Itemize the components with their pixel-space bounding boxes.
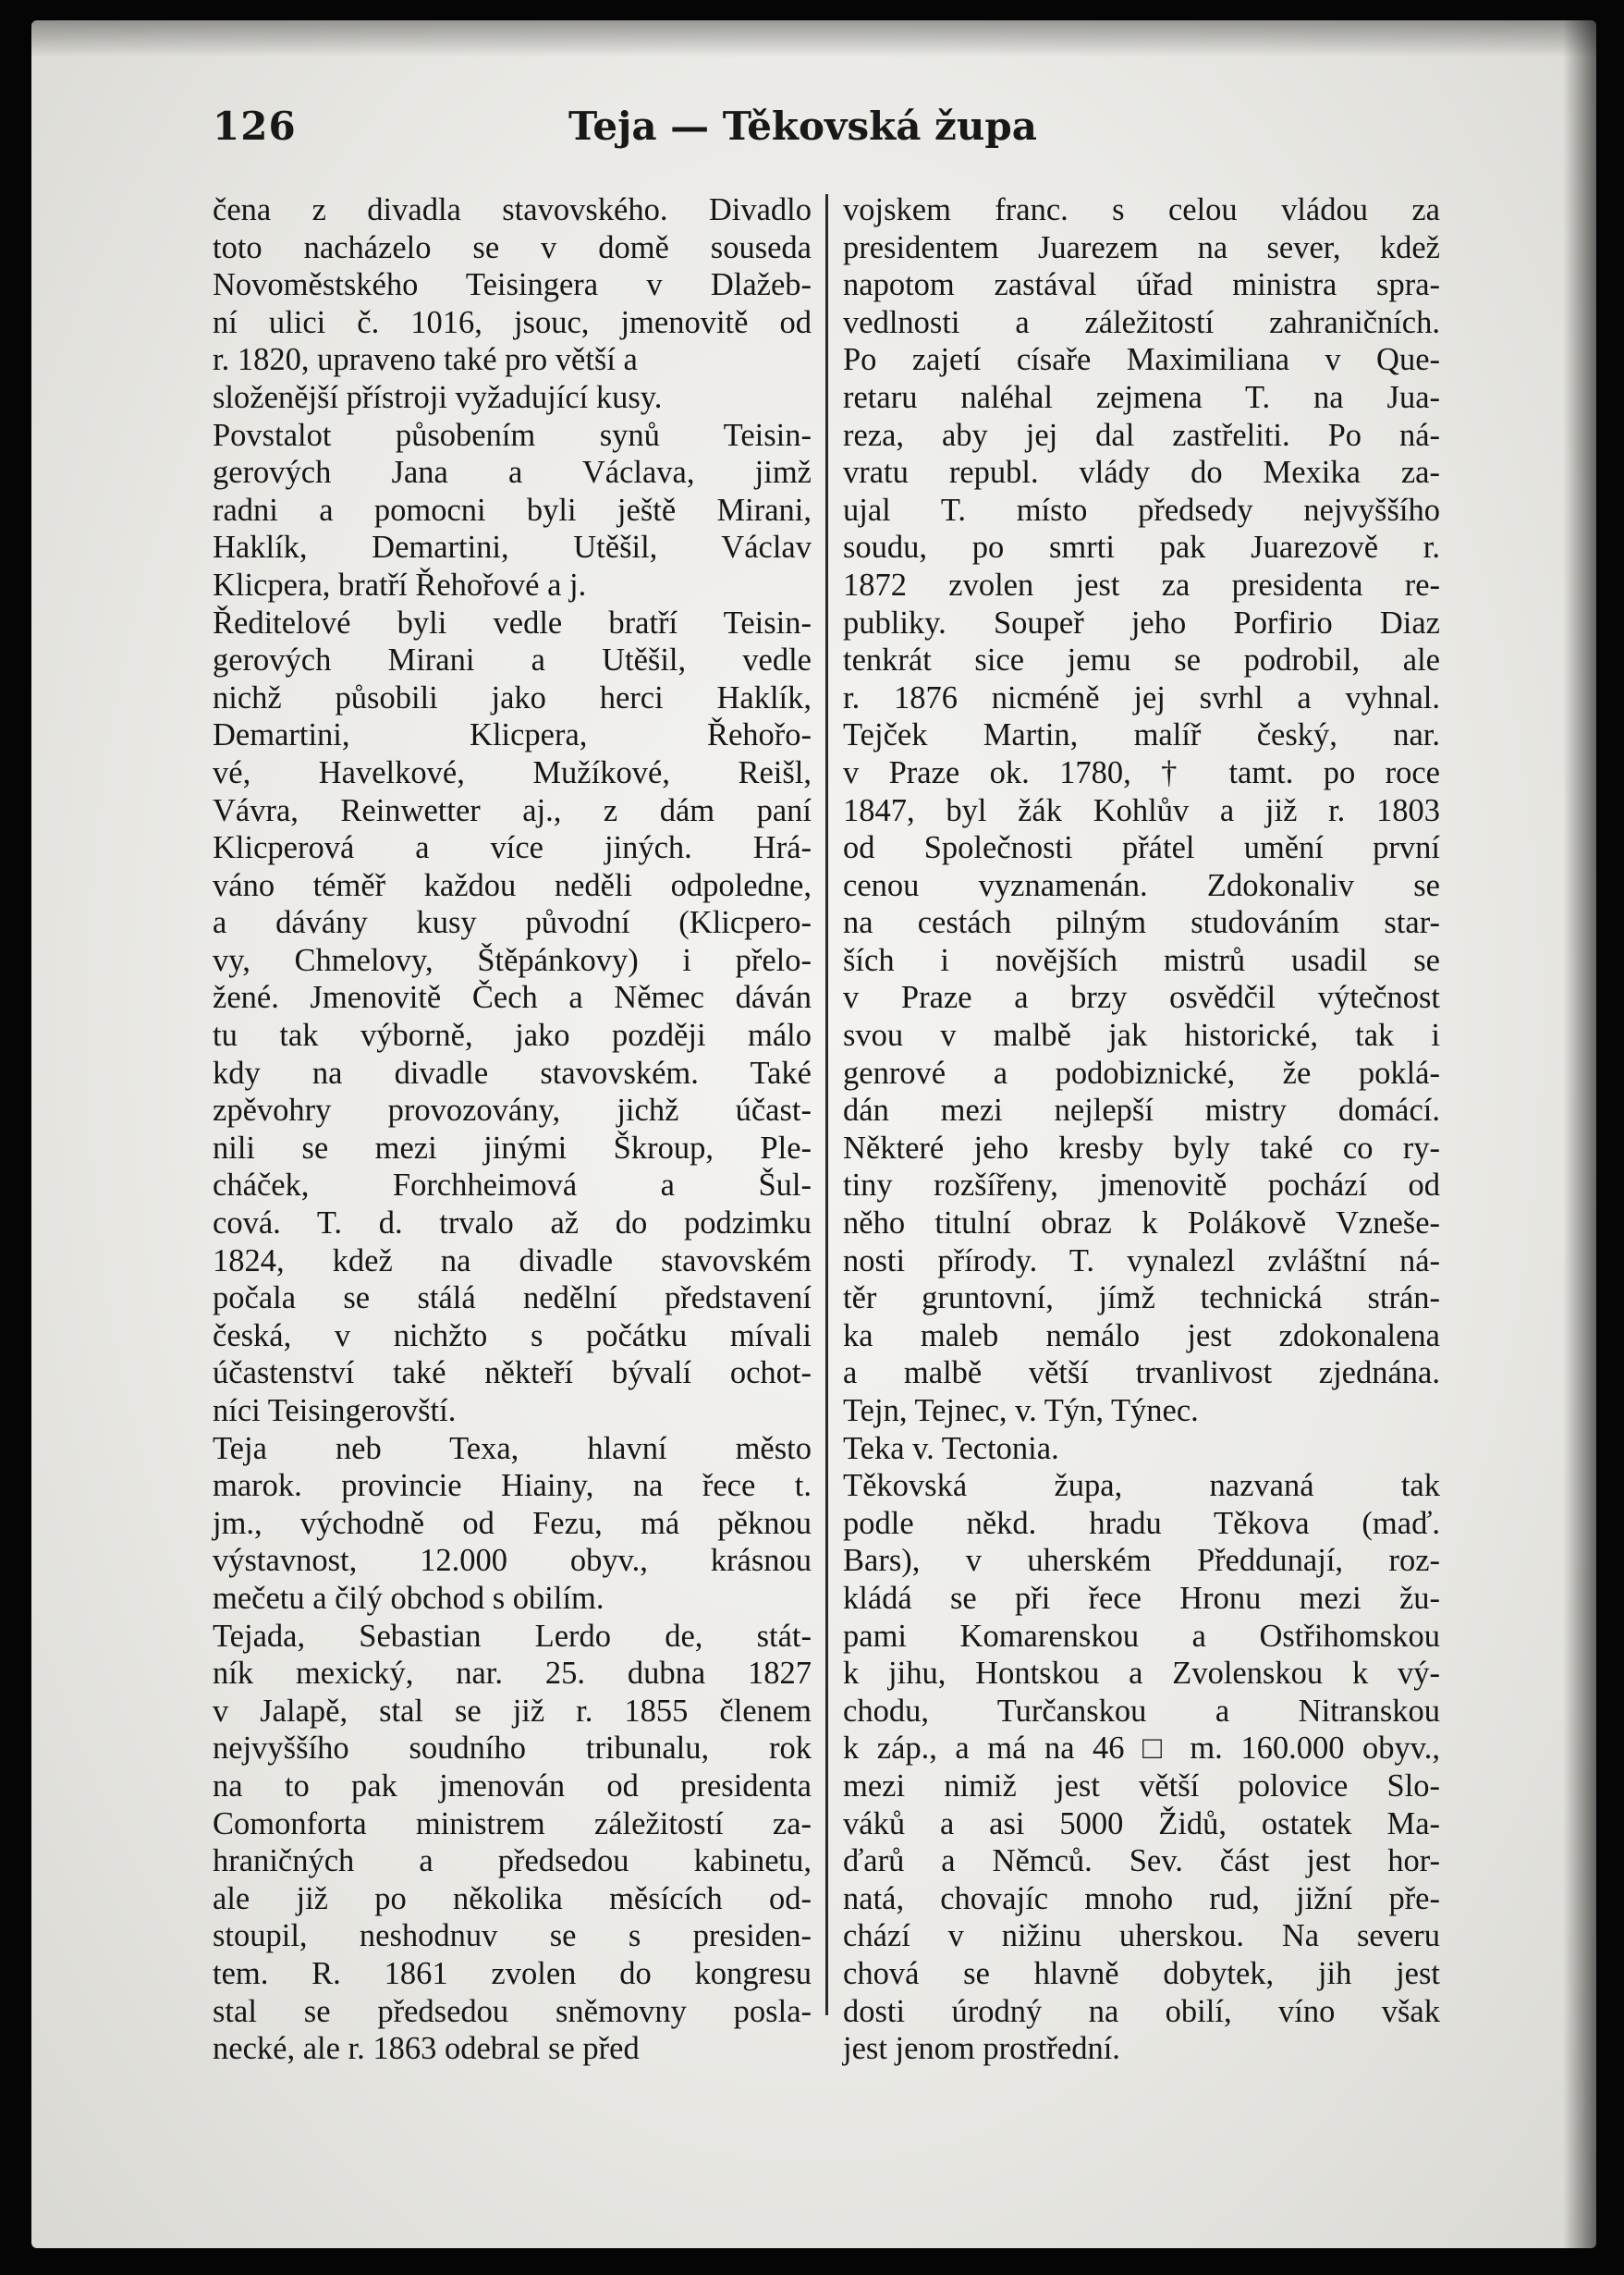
text-line: Teja neb Texa, hlavní město [213,1430,812,1466]
text-line: na cestách pilným studováním star- [843,905,1440,941]
text-line: k záp., a má na 46 □ m. 160.000 obyv., [843,1731,1440,1767]
text-line: Tejada, Sebastian Lerdo de, stát- [213,1618,812,1654]
text-line: jest jenom prostřední. [843,2031,1120,2067]
text-line: reza, aby jej dal zastřeliti. Po ná- [843,417,1440,453]
text-line: cová. T. d. trvalo až do podzimku [213,1205,812,1241]
text-line: mezi nimiž jest větší polovice Slo- [843,1767,1440,1804]
text-line: hraničných a předsedou kabinetu, [213,1843,812,1879]
text-line: Některé jeho kresby byly také co ry- [843,1130,1440,1166]
text-line: účastenství také někteří bývalí ochot- [213,1355,812,1391]
text-line: vratu republ. vlády do Mexika za- [843,455,1440,491]
text-line: cháček, Forchheimová a Šul- [213,1168,812,1204]
text-line: publiky. Soupeř jeho Porfirio Diaz [843,605,1440,641]
text-line: váků a asi 5000 Židů, ostatek Ma- [843,1805,1440,1841]
text-line: chová se hlavně dobytek, jih jest [843,1955,1440,1991]
text-line: Po zajetí císaře Maximiliana v Que- [843,342,1440,378]
text-line: pami Komarenskou a Ostřihomskou [843,1618,1440,1654]
text-line: Klicperová a více jiných. Hrá- [213,830,812,866]
text-line: retaru naléhal zejmena T. na Jua- [843,379,1440,415]
text-line: Comonforta ministrem záležitostí za- [213,1805,812,1841]
text-line: a malbě větší trvanlivost zjednána. [843,1355,1440,1391]
text-line: 1824, kdež na divadle stavovském [213,1242,812,1278]
text-line: tem. R. 1861 zvolen do kongresu [213,1955,812,1991]
top-edge-shadow [31,20,1596,57]
text-line: tenkrát sice jemu se podrobil, ale [843,642,1440,679]
text-line: chází v nižinu uherskou. Na severu [843,1918,1440,1954]
text-line: napotom zastával úřad ministra spra- [843,267,1440,303]
text-line: ale již po několika měsících od- [213,1880,812,1916]
text-line: svou v malbě jak historické, tak i [843,1018,1440,1054]
text-line: cenou vyznamenán. Zdokonaliv se [843,867,1440,903]
text-line: Demartini, Klicpera, Řehořo- [213,717,812,753]
page-header [181,104,1424,159]
text-line: Ředitelové byli vedle bratří Teisin- [213,605,812,641]
text-line: 1872 zvolen jest za presidenta re- [843,567,1440,603]
text-line: Novoměstského Teisingera v Dlažeb- [213,267,812,303]
text-line: jm., východně od Fezu, má pěknou [213,1505,812,1541]
text-line: kládá se při řece Hronu mezi žu- [843,1580,1440,1616]
text-line: Teka v. Tectonia. [843,1430,1059,1466]
text-line: od Společnosti přátel umění první [843,830,1440,866]
text-line: vé, Havelkové, Mužíkové, Reišl, [213,754,812,790]
text-line: výstavnost, 12.000 obyv., krásnou [213,1543,812,1579]
text-line: Vávra, Reinwetter aj., z dám paní [213,792,812,828]
text-line: ujal T. místo předsedy nejvyššího [843,492,1440,528]
text-line: ších i novějších mistrů usadil se [843,942,1440,978]
text-line: natá, chovajíc mnoho rud, jižní pře- [843,1880,1440,1916]
text-line: počala se stálá nedělní představení [213,1280,812,1316]
text-line: žené. Jmenovitě Čech a Němec dáván [213,980,812,1016]
text-line: vojskem franc. s celou vládou za [843,192,1440,227]
text-line: nosti přírody. T. vynalezl zvláštní ná- [843,1242,1440,1278]
text-line: ní ulici č. 1016, jsouc, jmenovitě od [213,304,812,340]
text-line: vy, Chmelovy, Štěpánkovy) i přelo- [213,942,812,978]
text-line: gerových Jana a Václava, jimž [213,455,812,491]
text-line: soudu, po smrti pak Juarezově r. [843,530,1440,566]
text-line: v Jalapě, stal se již r. 1855 členem [213,1693,812,1729]
text-line: něho titulní obraz k Polákově Vzneše- [843,1205,1440,1241]
text-line: ďarů a Němců. Sev. část jest hor- [843,1843,1440,1879]
text-line: Tejn, Tejnec, v. Týn, Týnec. [843,1393,1199,1428]
text-line: presidentem Juarezem na sever, kdež [843,229,1440,265]
text-line: r. 1820, upraveno také pro větší a [213,342,638,378]
column-divider [825,194,828,2015]
text-line: ka maleb nemálo jest zdokonalena [843,1317,1440,1353]
text-line: nili se mezi jinými Škroup, Ple- [213,1130,812,1166]
text-line: gerových Mirani a Utěšil, vedle [213,642,812,679]
text-line: 1847, byl žák Kohlův a již r. 1803 [843,792,1440,828]
text-line: tu tak výborně, jako později málo [213,1018,812,1054]
text-line: dosti úrodný na obilí, víno však [843,1993,1440,2029]
left-column [213,191,812,2068]
text-line: nejvyššího soudního tribunalu, rok [213,1731,812,1767]
text-line: a dávány kusy původní (Klicpero- [213,905,812,941]
text-line: podle někd. hradu Těkova (maď. [843,1505,1440,1541]
text-line: marok. provincie Hiainy, na řece t. [213,1468,812,1504]
text-line: stal se předsedou sněmovny posla- [213,1993,812,2029]
text-line: vedlnosti a záležitostí zahraničních. [843,304,1440,340]
text-line: necké, ale r. 1863 odebral se před [213,2031,640,2067]
text-line: stoupil, neshodnuv se s presiden- [213,1918,812,1954]
text-line: toto nacházelo se v domě souseda [213,229,812,265]
running-title: Teja — Těkovská župa [568,104,1038,149]
text-line: Povstalot působením synů Teisin- [213,417,812,453]
text-line: nichž působili jako herci Haklík, [213,679,812,716]
text-line: chodu, Turčanskou a Nitranskou [843,1693,1440,1729]
text-line: níci Teisingerovští. [213,1393,457,1428]
text-line: Haklík, Demartini, Utěšil, Václav [213,530,812,566]
text-line: na to pak jmenován od presidenta [213,1767,812,1804]
text-line: kdy na divadle stavovském. Také [213,1055,812,1091]
text-line: ník mexický, nar. 25. dubna 1827 [213,1656,812,1692]
text-line: Klicpera, bratří Řehořové a j. [213,567,587,603]
page-number: 126 [213,104,297,149]
text-line: v Praze ok. 1780, † tamt. po roce [843,754,1440,790]
spine-shadow [1563,20,1596,2248]
text-line: těr gruntovní, jímž technická strán- [843,1280,1440,1316]
text-line: Bars), v uherském Předdunají, roz- [843,1543,1440,1579]
text-line: zpěvohry provozovány, jichž účast- [213,1093,812,1129]
text-line: Tejček Martin, malíř český, nar. [843,717,1440,753]
text-line: složenější přístroji vyžadující kusy. [213,379,663,415]
text-line: mečetu a čilý obchod s obilím. [213,1580,604,1616]
right-column [843,191,1440,2068]
text-line: Těkovská župa, nazvaná tak [843,1468,1440,1504]
text-line: tiny rozšířeny, jmenovitě pochází od [843,1168,1440,1204]
text-line: genrové a podobiznické, že poklá- [843,1055,1440,1091]
text-line: radni a pomocni byli ještě Mirani, [213,492,812,528]
text-line: váno téměř každou neděli odpoledne, [213,867,812,903]
text-line: dán mezi nejlepší mistry domácí. [843,1093,1440,1129]
text-line: česká, v nichžto s počátku mívali [213,1317,812,1353]
text-line: v Praze a brzy osvědčil výtečnost [843,980,1440,1016]
text-line: čena z divadla stavovského. Divadlo [213,192,812,227]
text-line: r. 1876 nicméně jej svrhl a vyhnal. [843,679,1440,716]
text-line: k jihu, Hontskou a Zvolenskou k vý- [843,1656,1440,1692]
